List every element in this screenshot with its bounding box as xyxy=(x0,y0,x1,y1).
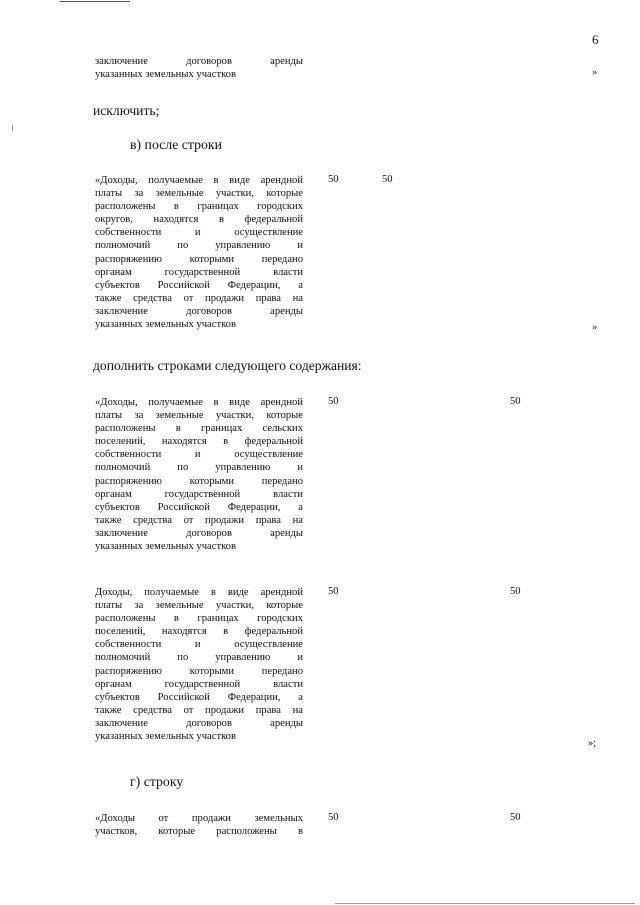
text-line: платы за земельные участки, которые xyxy=(95,600,303,612)
text-line: платы за земельные участки, которые xyxy=(95,410,303,422)
text-line: округов, находятся в федеральной xyxy=(95,214,303,226)
text-line: указанных земельных участков xyxy=(95,69,236,81)
table-row-text xyxy=(95,174,303,331)
instruction-exclude: исключить; xyxy=(93,103,160,118)
text-line: собственности и осуществление xyxy=(95,227,303,239)
text-line: участков, которые расположены в xyxy=(95,826,303,838)
text-line: субъектов Российской Федерации, а xyxy=(95,501,303,513)
text-line: поселений, находятся в федеральной xyxy=(95,626,303,638)
value-cell: 50 xyxy=(328,396,339,407)
text-line: распоряжению которыми передано xyxy=(95,475,303,487)
text-line: заключение договоров аренды xyxy=(95,305,303,317)
text-line: также средства от продажи права на xyxy=(95,514,303,526)
value-cell: 50 xyxy=(382,174,393,185)
value-cell: 50 xyxy=(328,812,339,823)
text-line: заключение договоров аренды xyxy=(95,527,303,539)
closing-quote: » xyxy=(592,67,598,78)
text-line: органам государственной власти xyxy=(95,678,303,690)
text-line: полномочий по управлению и xyxy=(95,652,303,664)
text-line: органам государственной власти xyxy=(95,488,303,500)
text-line: указанных земельных участков xyxy=(95,541,236,553)
table-row-text xyxy=(95,586,303,743)
text-line: «Доходы, получаемые в виде арендной xyxy=(95,397,303,408)
closing-quote: »; xyxy=(588,738,597,749)
text-line: органам государственной власти xyxy=(95,266,303,278)
scan-edge-mark-top xyxy=(60,1,130,2)
text-line: также средства от продажи права на xyxy=(95,704,303,716)
text-line: «Доходы от продажи земельных xyxy=(95,813,303,824)
text-line: полномочий по управлению и xyxy=(95,240,303,252)
value-cell: 50 xyxy=(510,812,521,823)
closing-quote: » xyxy=(592,322,598,333)
text-line: распоряжению которыми передано xyxy=(95,253,303,265)
table-row-text xyxy=(95,55,303,81)
instruction-add: дополнить строками следующего содержания: xyxy=(93,358,362,373)
text-line: расположены в границах сельских xyxy=(95,423,303,435)
value-cell: 50 xyxy=(510,586,521,597)
scan-edge-mark-bottom xyxy=(335,903,635,904)
text-line: заключение договоров аренды xyxy=(95,56,303,67)
text-line: также средства от продажи права на xyxy=(95,292,303,304)
text-line: расположены в границах городских xyxy=(95,613,303,625)
text-line: субъектов Российской Федерации, а xyxy=(95,279,303,291)
table-row-text xyxy=(95,396,303,553)
text-line: расположены в границах городских xyxy=(95,201,303,213)
text-line: заключение договоров аренды xyxy=(95,717,303,729)
text-line: поселений, находятся в федеральной xyxy=(95,436,303,448)
text-line: распоряжению которыми передано xyxy=(95,665,303,677)
value-cell: 50 xyxy=(328,174,339,185)
text-line: полномочий по управлению и xyxy=(95,462,303,474)
text-line: «Доходы, получаемые в виде арендной xyxy=(95,175,303,186)
text-line: субъектов Российской Федерации, а xyxy=(95,691,303,703)
text-line: Доходы, получаемые в виде арендной xyxy=(95,587,303,598)
text-line: платы за земельные участки, которые xyxy=(95,188,303,200)
text-line: собственности и осуществление xyxy=(95,449,303,461)
text-line: указанных земельных участков xyxy=(95,731,236,743)
value-cell: 50 xyxy=(510,396,521,407)
page-number: 6 xyxy=(592,32,599,47)
scan-edge-mark-left xyxy=(12,125,13,131)
subitem-g: г) строку xyxy=(130,774,184,789)
text-line: указанных земельных участков xyxy=(95,319,236,331)
table-row-text xyxy=(95,812,303,838)
subitem-v: в) после строки xyxy=(130,137,222,152)
value-cell: 50 xyxy=(328,586,339,597)
text-line: собственности и осуществление xyxy=(95,639,303,651)
